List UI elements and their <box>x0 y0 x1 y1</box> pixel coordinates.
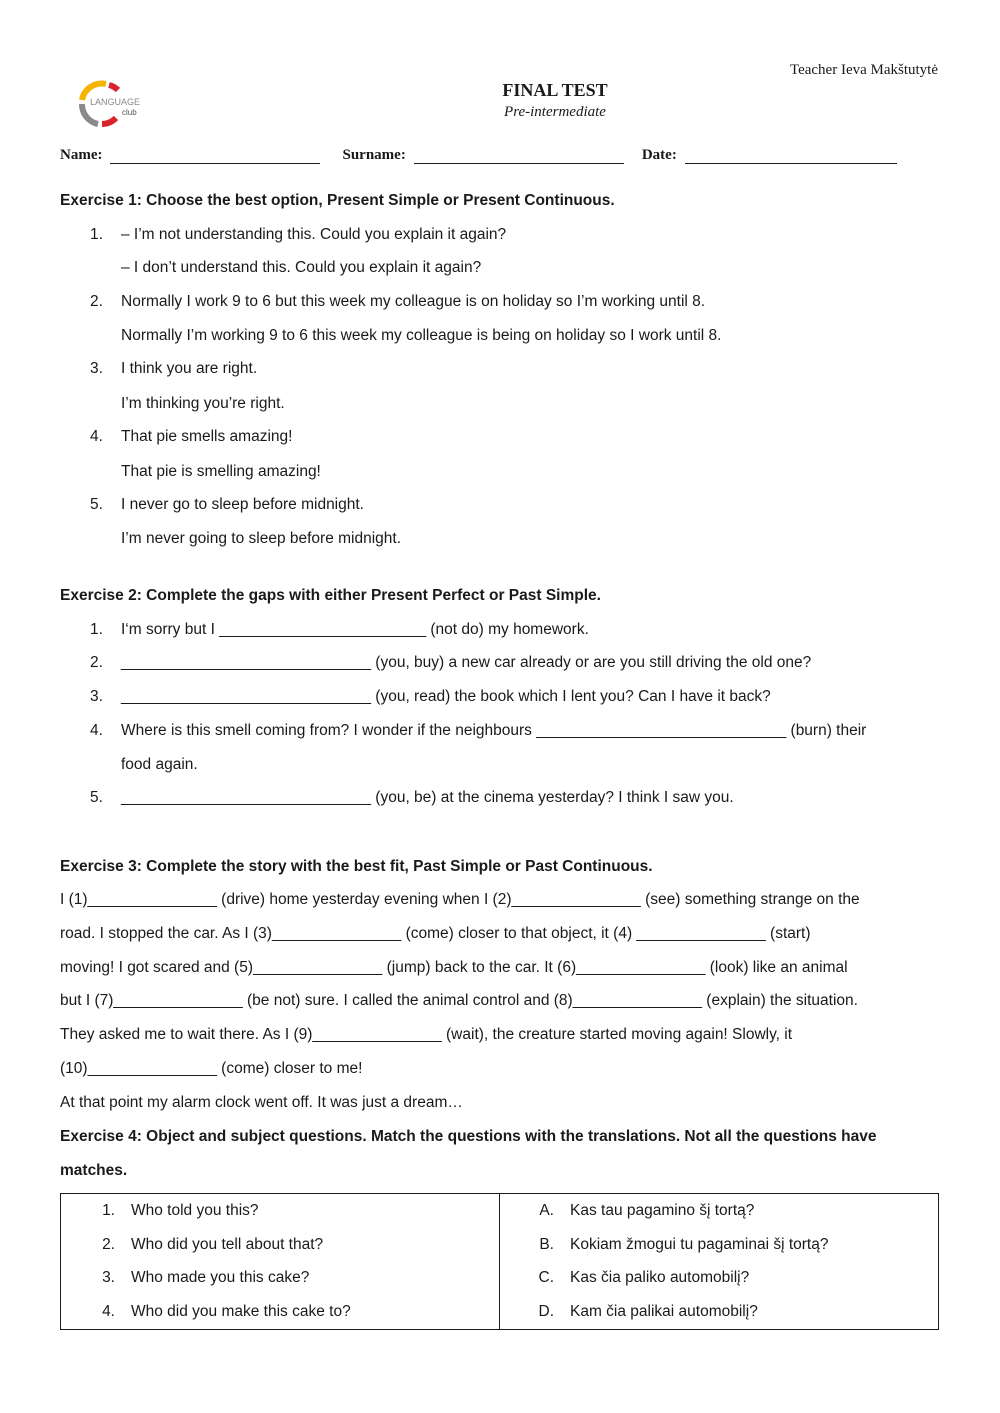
item-number: 3. <box>90 360 103 377</box>
item-number: 3. <box>90 688 103 705</box>
translation-row[interactable] <box>500 1194 938 1228</box>
item-number: 5. <box>90 496 103 513</box>
ex2-item-1[interactable] <box>90 621 589 639</box>
item-number: 2. <box>90 654 103 671</box>
ex1-item-1[interactable] <box>90 226 506 244</box>
translation-row[interactable] <box>500 1261 938 1295</box>
logo-text-top: LANGUAGE <box>90 97 141 107</box>
item-number: 1. <box>90 621 103 638</box>
ex2-item-4-continuation: food again. <box>121 756 198 773</box>
story-line[interactable]: but I (7)_______________ (be not) sure. I called the animal control and (8)_______________ (explain) the situation. <box>60 992 858 1009</box>
question-text: Who did you tell about that? <box>131 1235 324 1253</box>
surname-field[interactable] <box>342 147 623 164</box>
date-label: Date: <box>641 147 677 163</box>
translation-row[interactable] <box>500 1228 938 1262</box>
name-blank[interactable] <box>110 149 320 164</box>
gap-sentence[interactable]: _____________________________ (you, buy) a new car already or are you still driving the old one? <box>121 654 812 671</box>
ex1-item-2[interactable] <box>90 293 705 311</box>
question-row[interactable] <box>61 1295 499 1329</box>
ex1-item-5[interactable] <box>90 496 364 514</box>
ex1-item-4-option-b[interactable]: That pie is smelling amazing! <box>121 463 321 480</box>
gap-sentence[interactable]: _____________________________ (you, be) at the cinema yesterday? I think I saw you. <box>121 789 734 806</box>
story-line[interactable]: I (1)_______________ (drive) home yesterday evening when I (2)_______________ (see) something strange on the <box>60 891 860 908</box>
ex2-item-4[interactable] <box>90 722 866 740</box>
option-a[interactable]: I never go to sleep before midnight. <box>121 496 364 513</box>
ex2-item-3[interactable] <box>90 688 771 706</box>
logo-text-bottom: club <box>122 108 137 117</box>
question-number: 3. <box>102 1269 115 1287</box>
item-number: 4. <box>90 722 103 739</box>
gap-sentence[interactable]: _____________________________ (you, read) the book which I lent you? Can I have it back? <box>121 688 771 705</box>
story-line[interactable]: moving! I got scared and (5)_______________ (jump) back to the car. It (6)_______________ (look) like an animal <box>60 959 848 976</box>
option-a[interactable]: I think you are right. <box>121 360 258 377</box>
ex1-item-4[interactable] <box>90 428 292 446</box>
exercise3-heading: Exercise 3: Complete the story with the best fit, Past Simple or Past Continuous. <box>60 858 653 875</box>
page-title: FINAL TEST <box>502 80 608 100</box>
ex1-item-3-option-b[interactable]: I’m thinking you’re right. <box>121 395 285 412</box>
matching-table <box>60 1193 939 1330</box>
gap-sentence[interactable]: Where is this smell coming from? I wonder if the neighbours _____________________________ (burn) their <box>121 722 867 739</box>
translation-letter: C. <box>538 1269 554 1287</box>
item-number: 4. <box>90 428 103 445</box>
ex1-item-1-option-b[interactable]: – I don’t understand this. Could you explain it again? <box>121 259 482 276</box>
ex2-item-2[interactable] <box>90 654 811 672</box>
translation-row[interactable] <box>500 1295 938 1329</box>
name-label: Name: <box>60 147 103 163</box>
question-text: Who made you this cake? <box>131 1269 310 1287</box>
translation-text: Kas čia paliko automobilį? <box>570 1269 750 1287</box>
translation-letter: A. <box>539 1202 554 1219</box>
surname-label: Surname: <box>342 147 406 163</box>
question-row[interactable] <box>61 1228 499 1262</box>
question-number: 1. <box>102 1202 115 1219</box>
translation-letter: B. <box>539 1235 554 1253</box>
story-line[interactable]: (10)_______________ (come) closer to me! <box>60 1060 363 1077</box>
translation-text: Kokiam žmogui tu pagaminai šį tortą? <box>570 1235 829 1253</box>
option-a[interactable]: Normally I work 9 to 6 but this week my colleague is on holiday so I’m working until 8. <box>121 293 706 310</box>
item-number: 5. <box>90 789 103 806</box>
translation-text: Kas tau pagamino šį tortą? <box>570 1202 755 1219</box>
questions-column <box>61 1194 500 1330</box>
name-field[interactable] <box>60 147 320 164</box>
option-a[interactable]: That pie smells amazing! <box>121 428 293 445</box>
date-field[interactable] <box>642 147 897 164</box>
translation-text: Kam čia palikai automobilį? <box>570 1302 758 1320</box>
item-number: 1. <box>90 226 103 243</box>
ex2-item-5[interactable] <box>90 789 734 807</box>
ex1-item-3[interactable] <box>90 360 257 378</box>
gap-sentence[interactable]: I‘m sorry but I ________________________ (not do) my homework. <box>121 621 589 638</box>
story-line[interactable]: They asked me to wait there. As I (9)_______________ (wait), the creature started moving again! Slowly, it <box>60 1026 793 1043</box>
exercise1-heading: Exercise 1: Choose the best option, Present Simple or Present Continuous. <box>60 192 615 209</box>
story-line[interactable]: road. I stopped the car. As I (3)_______________ (come) closer to that object, it (4) _______________ (start) <box>60 925 811 942</box>
page-subtitle: Pre-intermediate <box>504 104 606 120</box>
surname-blank[interactable] <box>414 149 624 164</box>
exercise4-heading: Exercise 4: Object and subject questions. Match the questions with the translations. Not all the questions have <box>60 1128 877 1145</box>
question-text: Who told you this? <box>131 1202 259 1219</box>
exercise2-heading: Exercise 2: Complete the gaps with either Present Perfect or Past Simple. <box>60 587 601 604</box>
question-number: 4. <box>102 1302 115 1320</box>
translation-letter: D. <box>538 1302 554 1320</box>
option-a[interactable]: – I’m not understanding this. Could you explain it again? <box>121 226 507 243</box>
date-blank[interactable] <box>685 149 897 164</box>
ex1-item-2-option-b[interactable]: Normally I’m working 9 to 6 this week my colleague is being on holiday so I work until 8. <box>121 327 722 344</box>
student-info-fields <box>60 147 940 164</box>
ex1-item-5-option-b[interactable]: I’m never going to sleep before midnight. <box>121 530 402 547</box>
story-line: At that point my alarm clock went off. It was just a dream… <box>60 1094 463 1111</box>
exercise4-heading-cont: matches. <box>60 1162 128 1179</box>
item-number: 2. <box>90 293 103 310</box>
question-row[interactable] <box>61 1261 499 1295</box>
question-number: 2. <box>102 1235 115 1253</box>
translations-column <box>500 1194 939 1330</box>
teacher-name: Teacher Ieva Makštutytė <box>789 62 938 78</box>
question-text: Who did you make this cake to? <box>131 1302 351 1320</box>
question-row[interactable] <box>61 1194 499 1228</box>
